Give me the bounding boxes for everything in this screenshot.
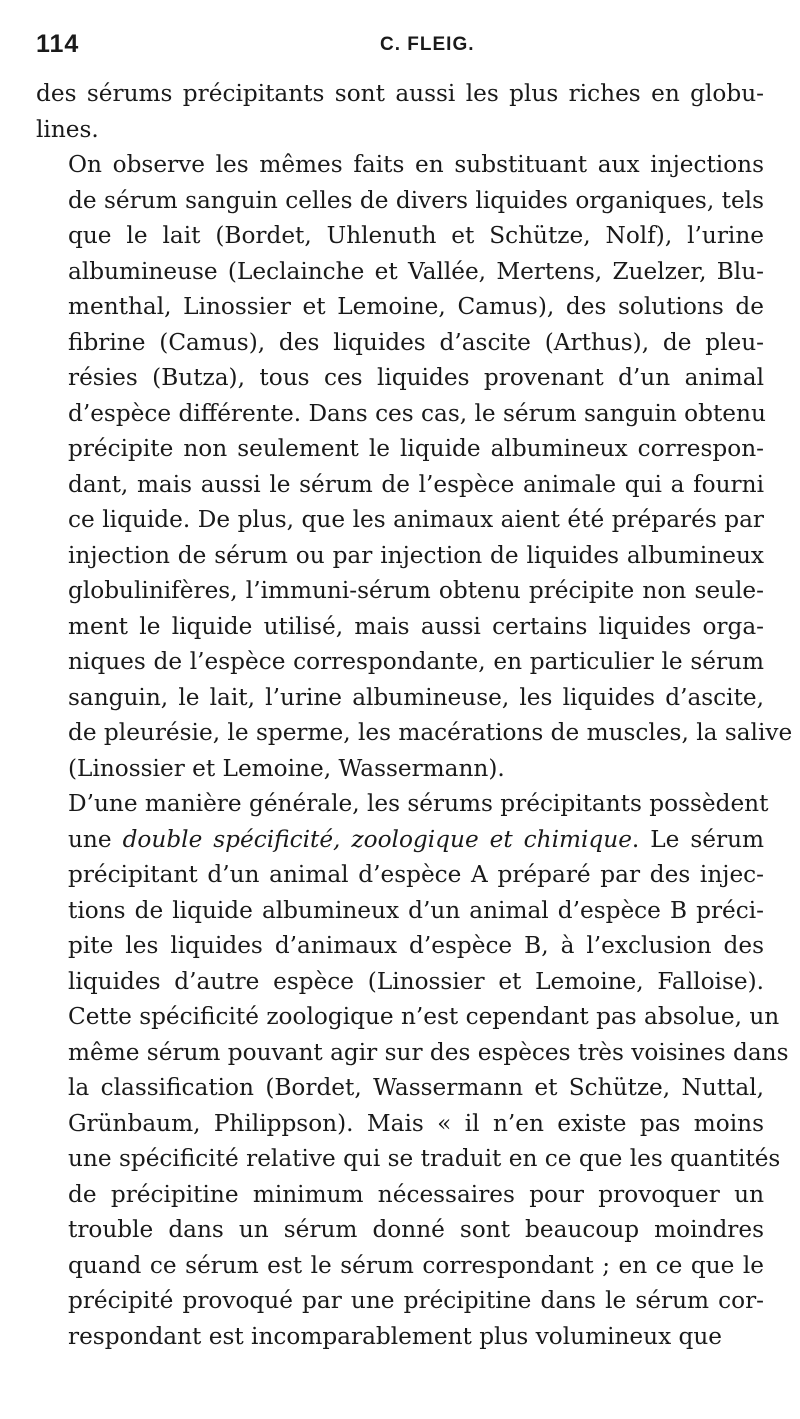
text-line: ce liquide. De plus, que les animaux aient été préparés par — [68, 506, 764, 533]
text-line: respondant est incomparablement plus volumineux que — [68, 1322, 723, 1350]
text-line: résies (Butza), tous ces liquides provenant d’un animal — [68, 364, 764, 391]
italic-phrase: double spécificité, zoologique et chimique — [122, 825, 632, 853]
text-line: une double spécificité, zoologique et chimique. Le sérum — [68, 825, 764, 853]
text-line: de précipitine minimum nécessaires pour provoquer un — [68, 1180, 764, 1208]
text-line: dant, mais aussi le sérum de l’espèce animale qui a fourni — [68, 470, 764, 498]
paragraph — [36, 76, 764, 147]
text-line: d’espèce différente. Dans ces cas, le sérum sanguin obtenu — [68, 399, 766, 427]
paragraph — [36, 786, 789, 1354]
text-line: même sérum pouvant agir sur des espèces très voisines dans — [68, 1038, 789, 1066]
text-line: lines. — [36, 115, 99, 143]
page-header — [36, 30, 764, 64]
text-line: albumineuse (Leclainche et Vallée, Mertens, Zuelzer, Blu- — [68, 257, 764, 285]
text-line: On observe les mêmes faits en substituant aux injections — [68, 151, 764, 178]
text-line: la classification (Bordet, Wassermann et Schütze, Nuttal, — [68, 1074, 764, 1101]
text-line: sanguin, le lait, l’urine albumineuse, les liquides d’ascite, — [68, 683, 764, 711]
text-line: globulinifères, l’immuni-sérum obtenu précipite non seule- — [68, 577, 764, 604]
text-line: des sérums précipitants sont aussi les plus riches en globu- — [36, 80, 764, 107]
text-line: Cette spécificité zoologique n’est cependant pas absolue, un — [68, 1003, 780, 1030]
text-line: D’une manière générale, les sérums précipitants possèdent — [68, 790, 769, 817]
text-line: injection de sérum ou par injection de liquides albumineux — [68, 541, 764, 569]
text-line: quand ce sérum est le sérum correspondant ; en ce que le — [68, 1251, 764, 1279]
paragraph — [36, 147, 793, 786]
text-line: précipité provoqué par une précipitine dans le sérum cor- — [68, 1287, 764, 1314]
text-line: une spécificité relative qui se traduit en ce que les quantités — [68, 1145, 781, 1172]
text-line: tions de liquide albumineux d’un animal d’espèce B préci- — [68, 896, 764, 924]
text-line: (Linossier et Lemoine, Wassermann). — [68, 754, 505, 782]
text-line: précipitant d’un animal d’espèce A préparé par des injec- — [68, 861, 764, 888]
body-text — [36, 76, 793, 1354]
running-head: C. FLEIG. — [380, 34, 475, 55]
text-line: ment le liquide utilisé, mais aussi certains liquides orga- — [68, 612, 764, 640]
text-line: menthal, Linossier et Lemoine, Camus), des solutions de — [68, 293, 764, 320]
text-line: trouble dans un sérum donné sont beaucoup moindres — [68, 1216, 764, 1243]
page-number: 114 — [36, 30, 80, 58]
text-line: fibrine (Camus), des liquides d’ascite (Arthus), de pleu- — [68, 328, 764, 356]
text-line: de sérum sanguin celles de divers liquides organiques, tels — [68, 186, 764, 214]
text-line: que le lait (Bordet, Uhlenuth et Schütze, Nolf), l’urine — [68, 222, 764, 249]
text-line: pite les liquides d’animaux d’espèce B, à l’exclusion des — [68, 932, 764, 959]
text-line: Grünbaum, Philippson). Mais « il n’en existe pas moins — [68, 1109, 764, 1137]
text-line: niques de l’espèce correspondante, en particulier le sérum — [68, 648, 764, 675]
text-line: précipite non seulement le liquide albumineux correspon- — [68, 435, 764, 462]
text-line: de pleurésie, le sperme, les macérations de muscles, la salive — [68, 719, 793, 746]
text-line: liquides d’autre espèce (Linossier et Lemoine, Falloise). — [68, 967, 764, 995]
